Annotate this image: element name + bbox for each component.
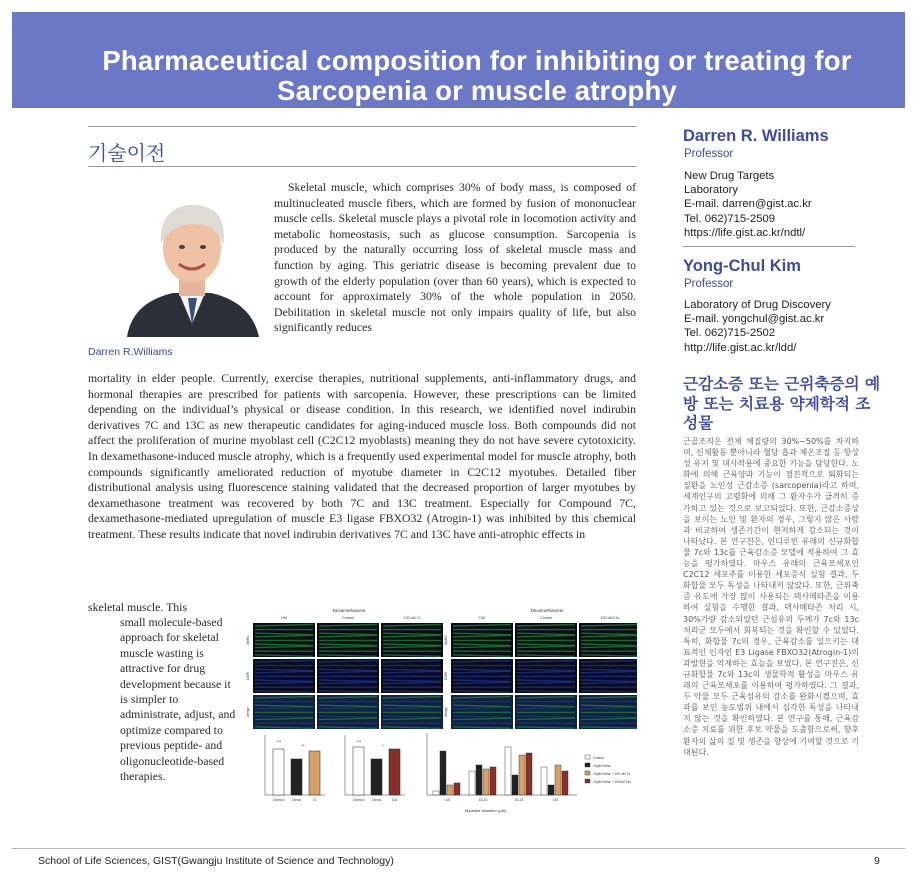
panel-left-header: Dexamethasone: [332, 608, 366, 613]
heading-rule-bottom: [88, 166, 636, 167]
page-number: 9: [874, 855, 880, 867]
contact-website[interactable]: https://life.gist.ac.kr/ndtl/: [684, 226, 806, 239]
micrograph-row-label: DAPI: [246, 672, 250, 680]
bar: [371, 759, 382, 795]
dist-bar: [555, 765, 561, 795]
dist-bar: [490, 767, 496, 795]
body-paragraph-3: skeletal muscle. This: [88, 600, 188, 614]
diameter-distribution-chart: [277, 733, 577, 802]
contact-email: E-mail. darren@gist.ac.kr: [684, 198, 812, 211]
dist-bar: [526, 753, 532, 795]
legend-label: 10μM Dexa + 100nM 13c: [593, 780, 632, 784]
dist-tick-label: 20-25: [514, 798, 524, 802]
dist-bar: [512, 775, 518, 795]
legend-swatch: [585, 763, 590, 767]
contact-info-2: [684, 298, 884, 355]
micrograph-col-label: DM: [479, 616, 485, 620]
micrograph-col-label: Control: [540, 616, 552, 620]
legend-swatch: [585, 755, 590, 759]
bar: [291, 759, 302, 795]
legend-label: 10μM Dexa + 100 nM 7c: [593, 772, 631, 776]
contact-line: Laboratory of Drug Discovery: [684, 299, 831, 311]
footer-institution: School of Life Sciences, GIST(Gwangju Institute of Science and Technology): [38, 855, 394, 867]
panel-right-header: Dexamethasone: [530, 608, 564, 613]
body-paragraph-4: small molecule-based approach for skeletal muscle wasting is attractive for drug development because it is simpler to administrate, adjust, and optimize compared to previous peptide- and oligonucleotide-based therapies.: [120, 615, 236, 784]
bar-tick-label: Control: [352, 798, 365, 802]
bar-tick-label: Dexa: [372, 798, 381, 802]
sidebar-rule: [683, 246, 855, 247]
micrograph-row-label: MyHC: [246, 635, 250, 645]
bar: [273, 749, 284, 795]
contact-info-1: [684, 169, 884, 240]
body-paragraph-2: mortality in elder people. Currently, exercise therapies, nutritional supplements, anti-inflammatory drugs, and hormonal therapies are prescribed for patients with sarcopenia. However, these prescriptions can be limited depending on the individual’s physical or disease condition. In this research, we identified novel indirubin derivatives 7C and 13C as new therapeutic candidates for aging-induced muscle loss. Both compounds did not affect the proliferation of murine myoblast cell (C2C12 myoblasts) meaning they do not have severe cytotoxicity. In dexamethasone-induced muscle atrophy, which is a frequently used experimental model for muscle atrophy, both compounds significantly ameliorated reduction of myotube diameter in C2C12 myotubes. Detailed fiber distributional analysis using fluorescence staining validated that the decreased proportion of larger myotubes by dexamethasone treatment was recovered by both 7C and 13C treatment. Especially for Compound 7C, dexamethasone-mediated upregulation of muscle E3 ligase FBXO32 (Atrogin-1) was inhibited by this chemical treatment. These results indicate that novel indirubin derivatives 7C and 13C have anti-atrophic effects in: [88, 371, 636, 541]
dist-bar: [562, 771, 568, 795]
author-photo: [121, 192, 263, 337]
title-banner: [12, 12, 905, 108]
bar-tick-label: 13c: [391, 798, 398, 802]
significance-mark: *: [382, 743, 384, 748]
body-paragraph-1: Skeletal muscle, which comprises 30% of body mass, is composed of multinucleated muscle fibers, which are formed by fusion of mononuclear muscle cells. Skeletal muscle plays a pivotal role in locomotion activity and metabolic homeostasis, such as glucose consumption. Sarcopenia is produced by the naturally occurring loss of skeletal muscle mass and function by aging. This geriatric disease is becoming prevalent due to growth of the elderly population (over than 60 years), which is expected to account for approximately 30% of the whole population in 2050. Debilitation in skeletal muscle not only impairs quality of life, but also significantly reduces: [274, 180, 636, 335]
significance-mark: **: [301, 743, 305, 748]
article-title: Pharmaceutical composition for inhibiting or treating for Sarcopenia or muscle atrophy: [102, 45, 852, 106]
legend-label: 10μM Dexa: [593, 764, 611, 768]
bar: [309, 751, 320, 795]
dist-bar: [519, 755, 525, 795]
contact-name-1: Darren R. Williams: [683, 127, 829, 145]
contact-phone: Tel. 062)715-2509: [684, 212, 776, 225]
dist-bar: [469, 771, 475, 795]
dist-tick-label: >25: [552, 798, 558, 802]
micrograph-row-label: Merge: [444, 707, 448, 717]
contact-phone: Tel. 062)715-2502: [684, 327, 776, 340]
contact-email: E-mail. yongchul@gist.ac.kr: [684, 313, 825, 326]
dist-tick-label: <15: [444, 798, 450, 802]
dist-bar: [548, 785, 554, 795]
korean-summary: 근골조직은 전체 체질량의 30%~50%를 차지하며, 신체활동 뿐아니라 혈당 흡과 체온조절 등 항상성 유지 및 대사작용에 중요한 기능을 담당한다. 노화에 의해 근육양과 기능이 점진적으로 퇴화되는 질환을 노인성 근감소증 (sarcopenia)라고 하며, 세계인구의 고령화에 의해 그 환자수가 급격히 증가하고 있는 것으로 보고되었다. 또한, 근감소증상을 보이는 노인 및 환자의 경우, 그렇지 않은 사람과 비교하여 생존기간이 현저하게 감소되는 것이 나타났다. 본 연구진은, 인디루빈 유래의 신규화합물 7c와 13c를 근육감소증 모델에 적용하여 그 효능을 평가하였다. 마우스 유래의 근육모세포인 C2C12 세포주를 이용한 세포증식 실험 결과, 두 화합물 모두 독성을 나타내지 않았다. 또한, 근위축증 유도에 가장 많이 사용되는 덱사메타존을 이용하여 실험을 수행한 결과, 덱사메타존 처리 시, 30%가량 감소되었던 근섬유의 두께가 7c와 13c 처리군 모두에서 회복되는 것을 확인할 수 있었다. 특히, 화합물 7c의 경우, 근육감소를 일으키는 대표적인 인자인 E3 Ligase FBXO32(Atrogin-1)의 과발현을 억제하는 효능을 보였다. 본 연구진은, 신규화합물 7c와 13c의 생물학적 활성을 마우스 유래의 근육모세포를 이용하여 평가하였다. 그 결과, 두 약물 모두 근육섬유의 감소를 완화시켰으며, 효과를 보인 농도범위 내에서 심각한 독성을 나타내지 않는 것을 확인하였다. 본 연구를 통해, 근육감소증 치료를 위한 후보 약물을 도출함으로써, 향후 환자의 삶의 질 및 생존을 향상에 기여할 것으로 기대된다.: [683, 437, 859, 757]
dist-bar: [433, 791, 439, 795]
bar-chart-13c: [345, 735, 405, 802]
dist-bar: [454, 783, 460, 795]
micrograph-col-label: 100 nM 13c: [600, 616, 620, 620]
contact-website[interactable]: http://life.gist.ac.kr/ldd/: [684, 341, 797, 354]
footer-rule: [12, 848, 905, 849]
bar: [389, 749, 400, 795]
dist-bar: [505, 747, 511, 795]
section-heading: 기술이전: [88, 141, 166, 165]
micrograph-row-label: DAPI: [444, 672, 448, 680]
photo-caption: Darren R.Williams: [88, 346, 173, 358]
bar-tick-label: Dexa: [292, 798, 301, 802]
dist-bar: [541, 767, 547, 795]
korean-title: 근감소증 또는 근위축증의 예방 또는 치료용 약제학적 조성물: [683, 375, 881, 432]
results-figure: [245, 605, 637, 815]
dist-tick-label: 15-20: [478, 798, 488, 802]
heading-rule-top: [88, 126, 636, 127]
contact-role-1: Professor: [684, 148, 734, 160]
micrograph-col-label: Control: [342, 616, 354, 620]
legend-swatch: [585, 771, 590, 775]
bar-tick-label: Control: [272, 798, 285, 802]
significance-mark: ***: [276, 739, 282, 744]
micrograph-grid-7c: [246, 616, 443, 729]
dist-xlabel: Myotube diameter (μm): [465, 808, 507, 813]
significance-mark: ***: [356, 739, 362, 744]
micrograph-row-label: MyHC: [444, 635, 448, 645]
legend-label: Control: [593, 756, 604, 760]
figure-legend: [585, 755, 631, 784]
dist-bar: [483, 769, 489, 795]
contact-role-2: Professor: [684, 278, 734, 290]
dist-bar: [440, 751, 446, 795]
contact-line: New Drug Targets: [684, 170, 775, 182]
micrograph-row-label: Merge: [246, 707, 250, 717]
dist-bar: [447, 785, 453, 795]
bar-chart-7c: [265, 735, 325, 802]
dist-bar: [476, 765, 482, 795]
bar: [353, 747, 364, 795]
contact-name-2: Yong-Chul Kim: [683, 257, 801, 275]
legend-swatch: [585, 779, 590, 783]
contact-line: Laboratory: [684, 184, 739, 197]
micrograph-grid-13c: [444, 616, 637, 729]
micrograph-col-label: 100 nM 7c: [403, 616, 421, 620]
bar-tick-label: 7c: [312, 798, 317, 802]
micrograph-col-label: DM: [281, 616, 287, 620]
